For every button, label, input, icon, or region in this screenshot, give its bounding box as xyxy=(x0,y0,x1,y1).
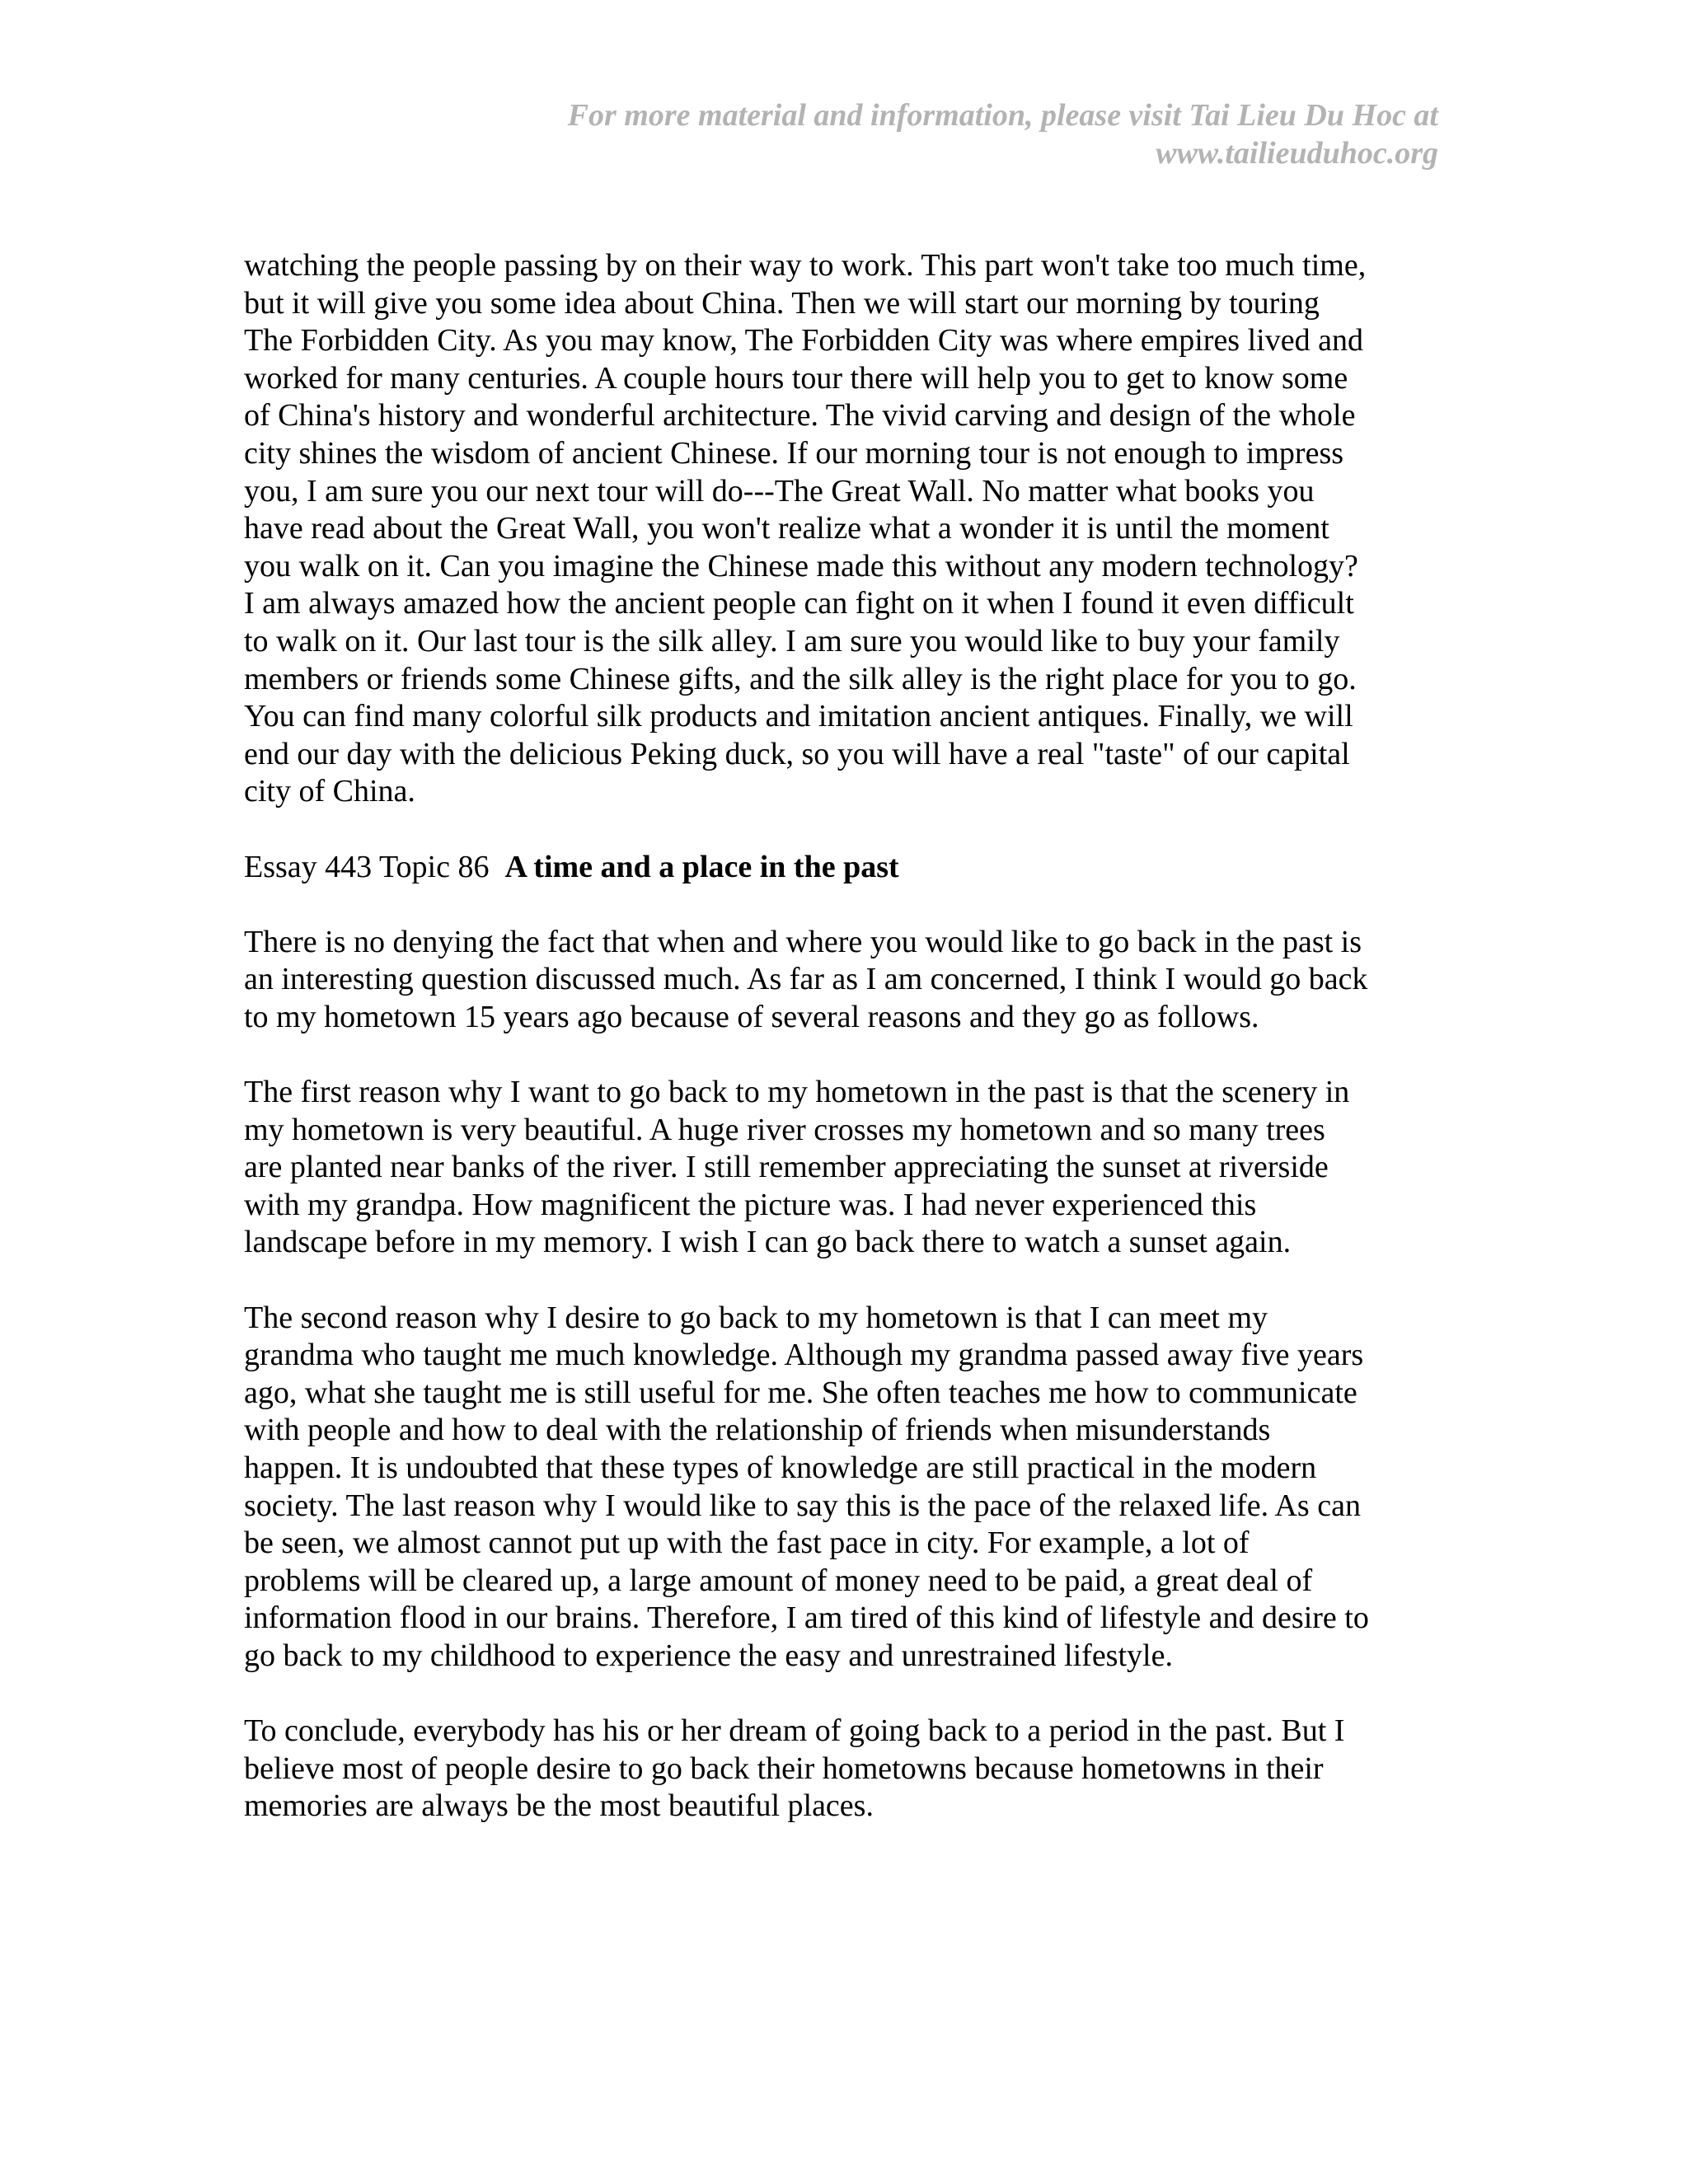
text-line: watching the people passing by on their way to work. This part won't take too much time, xyxy=(244,248,1367,283)
text-line: be seen, we almost cannot put up with the fast pace in city. For example, a lot of xyxy=(244,1526,1250,1561)
text-line: have read about the Great Wall, you won't realize what a wonder it is until the moment xyxy=(244,511,1329,546)
text-line: but it will give you some idea about China. Then we will start our morning by touring xyxy=(244,285,1320,321)
text-line: of China's history and wonderful architecture. The vivid carving and design of the whole xyxy=(244,398,1356,434)
essay-heading xyxy=(244,849,1447,887)
text-line: memories are always be the most beautiful places. xyxy=(244,1788,874,1824)
document-body xyxy=(244,247,1447,1863)
text-line: problems will be cleared up, a large amount of money need to be paid, a great deal of xyxy=(244,1563,1313,1598)
text-line: worked for many centuries. A couple hours tour there will help you to get to know some xyxy=(244,360,1348,396)
text-line: you, I am sure you our next tour will do---The Great Wall. No matter what books you xyxy=(244,473,1315,509)
intro-paragraph xyxy=(244,247,1447,811)
essay-paragraph-4 xyxy=(244,1713,1447,1825)
text-line: you walk on it. Can you imagine the Chinese made this without any modern technology? xyxy=(244,548,1358,583)
text-line: my hometown is very beautiful. A huge river crosses my hometown and so many trees xyxy=(244,1112,1325,1147)
text-line: grandma who taught me much knowledge. Although my grandma passed away five years xyxy=(244,1338,1364,1373)
text-line: go back to my childhood to experience the easy and unrestrained lifestyle. xyxy=(244,1638,1173,1673)
text-line: society. The last reason why I would like to say this is the pace of the relaxed life. As can xyxy=(244,1488,1361,1523)
text-line: You can find many colorful silk products and imitation ancient antiques. Finally, we will xyxy=(244,699,1353,734)
text-line: happen. It is undoubted that these types of knowledge are still practical in the modern xyxy=(244,1451,1317,1485)
text-line: an interesting question discussed much. As far as I am concerned, I think I would go back xyxy=(244,962,1368,997)
text-line: information flood in our brains. Therefore, I am tired of this kind of lifestyle and desire to xyxy=(244,1601,1369,1636)
essay-label: Essay 443 Topic 86 xyxy=(244,849,490,884)
text-line: with my grandpa. How magnificent the picture was. I had never experienced this xyxy=(244,1187,1257,1222)
text-line: There is no denying the fact that when and where you would like to go back in the past is xyxy=(244,924,1362,959)
text-line: with people and how to deal with the relationship of friends when misunderstands xyxy=(244,1413,1271,1448)
text-line: I am always amazed how the ancient people can fight on it when I found it even difficult xyxy=(244,586,1354,621)
text-line: to my hometown 15 years ago because of several reasons and they go as follows. xyxy=(244,999,1259,1034)
text-line: to walk on it. Our last tour is the silk alley. I am sure you would like to buy your family xyxy=(244,623,1340,658)
essay-title: A time and a place in the past xyxy=(504,849,899,884)
text-line: members or friends some Chinese gifts, and the silk alley is the right place for you to go. xyxy=(244,661,1357,696)
header-line-2: www.tailieuduhoc.org xyxy=(1156,136,1438,171)
essay-paragraph-1 xyxy=(244,924,1447,1037)
text-line: end our day with the delicious Peking duck, so you will have a real "taste" of our capital xyxy=(244,736,1350,771)
text-line: believe most of people desire to go back their hometowns because hometowns in their xyxy=(244,1750,1324,1786)
text-line: ago, what she taught me is still useful for me. She often teaches me how to communicate xyxy=(244,1375,1357,1410)
text-line: city of China. xyxy=(244,774,415,809)
text-line: city shines the wisdom of ancient Chinese. If our morning tour is not enough to impress xyxy=(244,435,1344,471)
text-line: The second reason why I desire to go back to my hometown is that I can meet my xyxy=(244,1300,1268,1335)
essay-paragraph-2 xyxy=(244,1074,1447,1262)
text-line: The first reason why I want to go back to my hometown in the past is that the scenery in xyxy=(244,1075,1350,1110)
essay-paragraph-3 xyxy=(244,1300,1447,1675)
text-line: To conclude, everybody has his or her dream of going back to a period in the past. But I xyxy=(244,1713,1345,1749)
text-line: are planted near banks of the river. I still remember appreciating the sunset at riverside xyxy=(244,1150,1329,1185)
text-line: landscape before in my memory. I wish I can go back there to watch a sunset again. xyxy=(244,1225,1292,1260)
page-header xyxy=(449,96,1438,172)
header-line-1: For more material and information, please visit Tai Lieu Du Hoc at xyxy=(567,98,1438,133)
text-line: The Forbidden City. As you may know, The Forbidden City was where empires lived and xyxy=(244,323,1363,359)
